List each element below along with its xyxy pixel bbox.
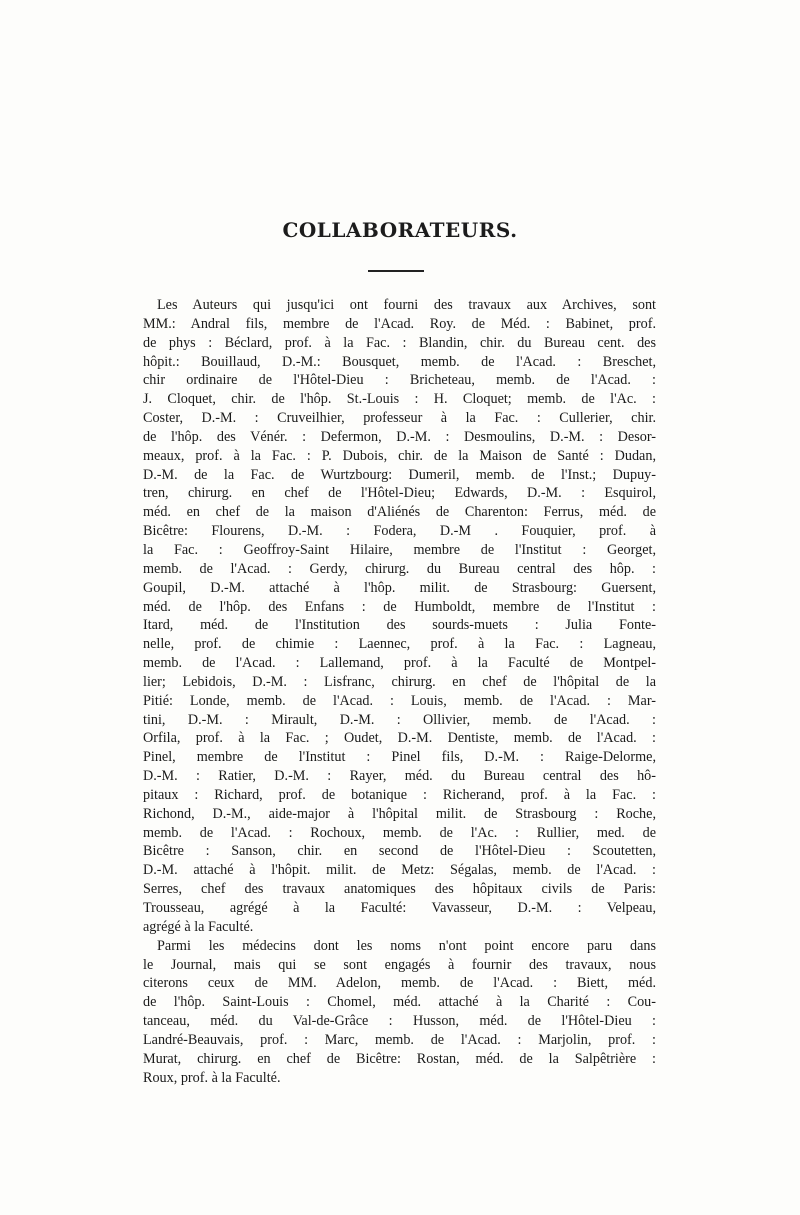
text-line: J. Cloquet, chir. de l'hôp. St.-Louis : H. Cloquet; memb. de l'Ac. : <box>143 391 656 408</box>
page-title: COLLABORATEURS. <box>282 218 518 242</box>
text-line: tanceau, méd. du Val-de-Grâce : Husson, méd. de l'Hôtel-Dieu : <box>143 1013 656 1030</box>
text-line: de phys : Béclard, prof. à la Fac. : Blandin, chir. du Bureau cent. des <box>143 334 656 351</box>
text-line: méd. de l'hôp. des Enfans : de Humboldt, membre de l'Institut : <box>143 598 656 615</box>
text-line: D.-M. : Ratier, D.-M. : Rayer, méd. du Bureau central des hô- <box>143 768 656 785</box>
text-line: pitaux : Richard, prof. de botanique : Richerand, prof. à la Fac. : <box>143 786 656 803</box>
text-line: D.-M. attaché à l'hôpit. milit. de Metz: Ségalas, memb. de l'Acad. : <box>143 862 656 879</box>
title-rule-divider <box>368 270 424 272</box>
text-line: tren, chirurg. en chef de l'Hôtel-Dieu; Edwards, D.-M. : Esquirol, <box>143 485 656 502</box>
text-line: Landré-Beauvais, prof. : Marc, memb. de l'Acad. : Marjolin, prof. : <box>143 1031 656 1048</box>
text-line: de l'hôp. Saint-Louis : Chomel, méd. attaché à la Charité : Cou- <box>143 994 656 1011</box>
text-line: Roux, prof. à la Faculté. <box>143 1069 281 1086</box>
text-line: meaux, prof. à la Fac. : P. Dubois, chir. de la Maison de Santé : Dudan, <box>143 447 656 464</box>
text-line: Bicêtre: Flourens, D.-M. : Fodera, D.-M . Fouquier, prof. à <box>143 523 656 540</box>
text-line: Murat, chirurg. en chef de Bicêtre: Rostan, méd. de la Salpêtrière : <box>143 1050 656 1067</box>
text-line: Les Auteurs qui jusqu'ici ont fourni des travaux aux Archives, sont <box>157 297 656 313</box>
text-line: memb. de l'Acad. : Gerdy, chirurg. du Bureau central des hôp. : <box>143 560 656 577</box>
text-line: Coster, D.-M. : Cruveilhier, professeur à la Fac. : Cullerier, chir. <box>143 410 656 427</box>
text-line: memb. de l'Acad. : Lallemand, prof. à la Faculté de Montpel- <box>143 655 656 672</box>
text-line: méd. en chef de la maison d'Aliénés de Charenton: Ferrus, méd. de <box>143 504 656 521</box>
text-line: le Journal, mais qui se sont engagés à fournir des travaux, nous <box>143 956 656 973</box>
text-line: la Fac. : Geoffroy-Saint Hilaire, membre de l'Institut : Georget, <box>143 541 656 558</box>
text-line: Bicêtre : Sanson, chir. en second de l'Hôtel-Dieu : Scoutetten, <box>143 843 656 860</box>
text-line: tini, D.-M. : Mirault, D.-M. : Ollivier, memb. de l'Acad. : <box>143 711 656 728</box>
text-line: Trousseau, agrégé à la Faculté: Vavasseur, D.-M. : Velpeau, <box>143 900 656 916</box>
text-line: agrégé à la Faculté. <box>143 918 254 935</box>
text-line: Pinel, membre de l'Institut : Pinel fils, D.-M. : Raige-Delorme, <box>143 749 656 766</box>
text-line: Orfila, prof. à la Fac. ; Oudet, D.-M. Dentiste, memb. de l'Acad. : <box>143 730 656 747</box>
contributors-text <box>143 296 656 1087</box>
text-line: citerons ceux de MM. Adelon, memb. de l'Acad. : Biett, méd. <box>143 975 656 992</box>
text-line: de l'hôp. des Vénér. : Defermon, D.-M. : Desmoulins, D.-M. : Desor- <box>143 428 656 445</box>
text-line: memb. de l'Acad. : Rochoux, memb. de l'Ac. : Rullier, med. de <box>143 824 656 841</box>
text-line: Richond, D.-M., aide-major à l'hôpital milit. de Strasbourg : Roche, <box>143 805 656 822</box>
text-line: chir ordinaire de l'Hôtel-Dieu : Bricheteau, memb. de l'Acad. : <box>143 372 656 389</box>
text-line: Serres, chef des travaux anatomiques des hôpitaux civils de Paris: <box>143 881 656 898</box>
text-line: MM.: Andral fils, membre de l'Acad. Roy. de Méd. : Babinet, prof. <box>143 315 656 332</box>
text-line: Parmi les médecins dont les noms n'ont point encore paru dans <box>157 937 656 954</box>
text-line: D.-M. de la Fac. de Wurtzbourg: Dumeril, memb. de l'Inst.; Dupuy- <box>143 466 656 483</box>
text-line: Goupil, D.-M. attaché à l'hôp. milit. de Strasbourg: Guersent, <box>143 579 656 596</box>
text-line: hôpit.: Bouillaud, D.-M.: Bousquet, memb. de l'Acad. : Breschet, <box>143 353 656 370</box>
text-line: Itard, méd. de l'Institution des sourds-muets : Julia Fonte- <box>143 617 656 634</box>
text-line: lier; Lebidois, D.-M. : Lisfranc, chirurg. en chef de l'hôpital de la <box>143 673 656 690</box>
text-line: Pitié: Londe, memb. de l'Acad. : Louis, memb. de l'Acad. : Mar- <box>143 692 656 709</box>
text-line: nelle, prof. de chimie : Laennec, prof. à la Fac. : Lagneau, <box>143 636 656 653</box>
